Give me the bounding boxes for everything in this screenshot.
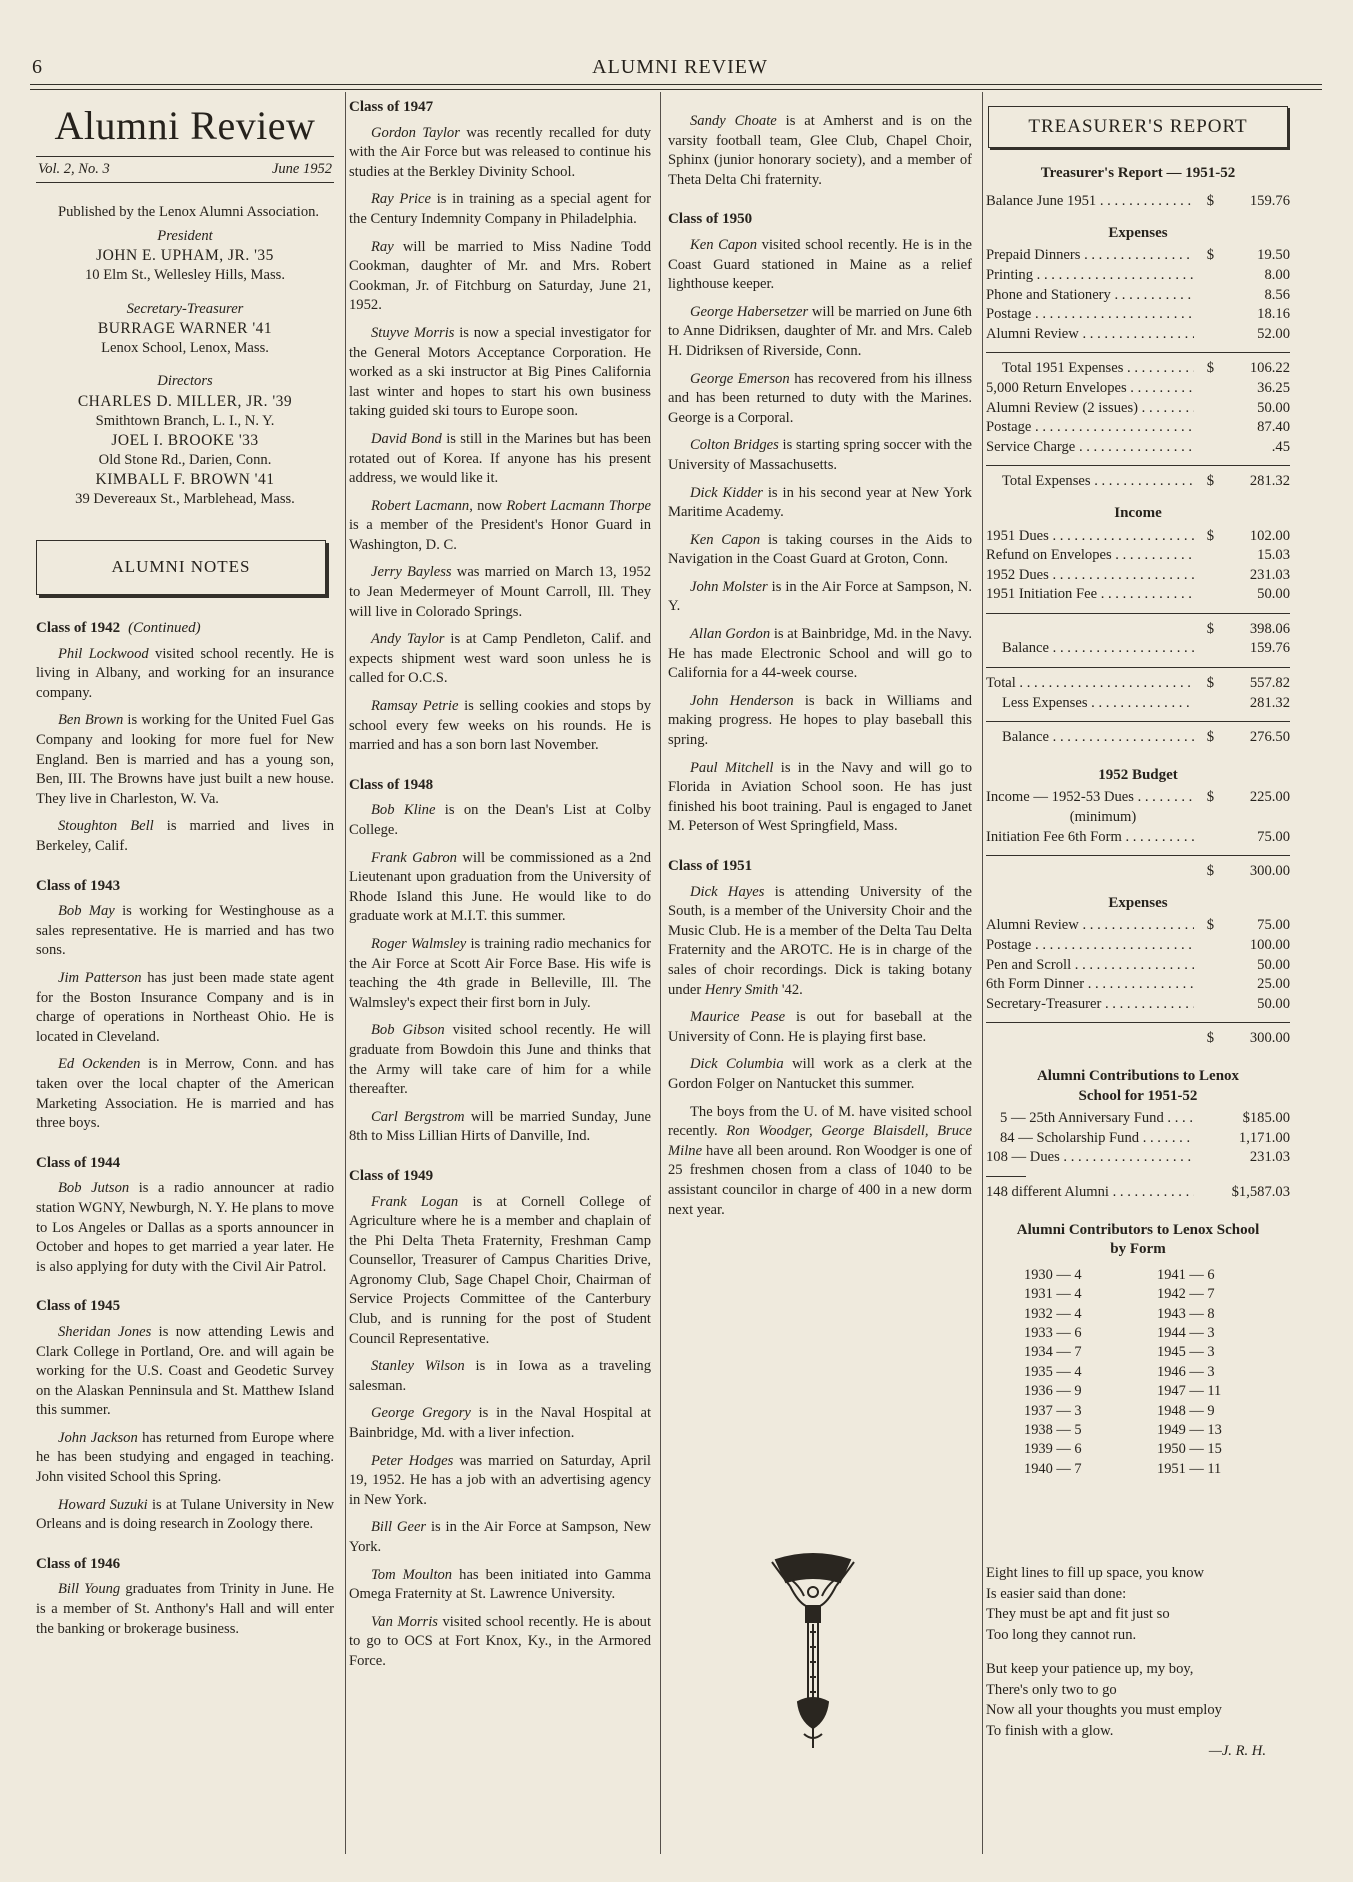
note-text: visited school recently. He is living in Albany, and working for an insurance company. (36, 645, 334, 701)
note-text: is a member of the President's Honor Guard in Washington, D. C. (349, 517, 651, 553)
alumnus-name: Roger Walmsley (371, 935, 467, 952)
alumnus-name: Robert Lacmann Thorpe (506, 497, 651, 514)
ledger-line: Balance June 1951 . . . $ 159.76 (986, 192, 1290, 212)
note-paragraph (668, 1055, 972, 1094)
alumnus-name: Phil Lockwood (58, 645, 149, 662)
director-address: 39 Devereaux St., Marblehead, Mass. (75, 490, 295, 507)
president-address: 10 Elm St., Wellesley Hills, Mass. (84, 266, 286, 283)
ledger-line: 1951 Initiation Fee . . . 50.00 (986, 585, 1290, 605)
note-text: was recently recalled for duty with the Air Force but was released to continue his studies at the Berkley Divinity School. (349, 124, 651, 180)
art-deco-ornament-icon (768, 1552, 858, 1750)
class-heading: Class of 1946 (36, 1555, 121, 1572)
alumnus-name: Allan Gordon (690, 626, 771, 643)
note-text: visited school recently. He will graduate from Bowdoin this June and thinks that the Army will take care of him for a while thereafter. (349, 1022, 651, 1098)
ledger-line: Prepaid Dinners . . . $ 19.50 (986, 246, 1290, 266)
class-heading (36, 619, 334, 639)
director-name: CHARLES D. MILLER, JR. '39 (77, 392, 293, 410)
ledger-line: Total 1951 Expenses . . . $ 106.22 (986, 359, 1290, 379)
alumnus-name: John Jackson (58, 1429, 138, 1446)
form-count: 1947 — 11 (1157, 1383, 1222, 1400)
note-text: will work as a clerk at the Gordon Folger on Nantucket this summer. (668, 1056, 972, 1092)
alumnus-name: John Molster (690, 578, 768, 595)
class-heading: Class of 1949 (349, 1167, 434, 1184)
note-text: is working for the United Fuel Gas Company and looking for more fuel for New England. Ben is married and has a young son, Ben, III. The Browns have just built a new house. They live in Charleston, W. Va. (36, 712, 335, 807)
published-by: Published by the Lenox Alumni Association. (58, 204, 320, 221)
alumnus-name: Ben Brown (58, 712, 124, 729)
ledger-line: Income — 1952-53 Dues . . . $ 225.00 (986, 788, 1290, 808)
director-name: KIMBALL F. BROWN '41 (95, 471, 275, 489)
president-label: President (157, 227, 213, 244)
alumnus-name: David Bond (371, 430, 442, 447)
note-text: is now attending Lewis and Clark College in Portland, Ore. and will again be working for the U.S. Coast and Geodetic Survey on the Alaskan Penninsula and St. Matthew Island this summer. (36, 1323, 335, 1419)
ledger-line: Total . . . $ 557.82 (986, 674, 1290, 694)
note-text: is selling cookies and stops by school every few weeks on his rounds. He is married and has a son born last November. (349, 698, 651, 754)
class-heading: Class of 1943 (36, 877, 121, 894)
form-count: 1943 — 8 (1157, 1305, 1215, 1322)
form-count: 1936 — 9 (1024, 1383, 1082, 1400)
total-rule (986, 613, 1290, 614)
alumnus-name: Bill Young (58, 1581, 121, 1598)
note-text: '42. (778, 981, 803, 998)
alumnus-name: Van Morris (371, 1613, 438, 1630)
total-rule (986, 465, 1290, 466)
note-text: is in his second year at New York Maritime Academy. (668, 484, 972, 521)
form-count: 1951 — 11 (1157, 1460, 1222, 1477)
alumnus-name: Ed Ockenden (58, 1056, 141, 1073)
by-form-list (1024, 1266, 1290, 1479)
note-text: has returned from Europe where he has been studying and engaged in teaching. John visited School this Spring. (36, 1429, 334, 1486)
alumnus-name: Ron Woodger, George Blaisdell, Bruce Milne (668, 1123, 972, 1159)
alumnus-name: Frank Gabron (371, 849, 457, 866)
director-address: Smithtown Branch, L. I., N. Y. (95, 412, 275, 429)
note-text: is in Merrow, Conn. and has taken over the local chapter of the American Marketing Association. He is married and has three boys. (36, 1056, 334, 1132)
note-text: is in training as a special agent for the Century Indemnity Company in Philadelphia. (349, 191, 651, 227)
note-text: , now (469, 497, 507, 514)
note-text: have all been around. Ron Woodger is one of 25 freshmen chosen from a class of 1040 to be assistant councilor in charge of 400 in a new dorm next year. (668, 1142, 972, 1218)
note-text: is at Camp Pendleton, Calif. and expects shipment west ward soon unless he is called for O.C.S. (349, 631, 651, 687)
alumnus-name: Ken Capon (690, 236, 758, 253)
total-rule (986, 667, 1290, 668)
class-heading: Class of 1944 (36, 1154, 121, 1171)
note-text: is at Amherst and is on the varsity football team, Glee Club, Chapel Choir, Sphinx (junior honorary society), and a member of Theta Delta Chi fraternity. (668, 113, 972, 188)
ledger-line: Postage . . . 18.16 (986, 305, 1290, 325)
contributions-heading: Alumni Contributions to Lenox School for 1951-52 (1036, 1067, 1240, 1104)
note-paragraph (668, 236, 972, 295)
alumnus-name: George Habersetzer (690, 303, 809, 320)
alumnus-name: Dick Columbia (690, 1056, 784, 1073)
ledger-line: 5,000 Return Envelopes . . . 36.25 (986, 379, 1290, 399)
poem-line: To finish with a glow. (986, 1722, 1114, 1739)
form-count: 1939 — 6 (1024, 1441, 1082, 1458)
alumnus-name: Bob Kline (371, 802, 436, 819)
report-title: Treasurer's Report — 1951-52 (1040, 164, 1236, 181)
note-text: is at Bainbridge, Md. in the Navy. He has made Electronic School and will go to California for a 44-week course. (668, 626, 972, 682)
ledger-line: Total Expenses . . . $ 281.32 (986, 472, 1290, 492)
ledger-line: Phone and Stationery . . . 8.56 (986, 286, 1290, 306)
note-text: visited school recently. He is about to go to OCS at Fort Knox, Ky., in the Armored Force. (349, 1613, 651, 1669)
ledger-line: Balance . . . $ 276.50 (986, 728, 1290, 748)
form-count: 1950 — 15 (1157, 1441, 1222, 1458)
note-paragraph (668, 531, 972, 570)
note-paragraph (349, 935, 651, 1013)
note-text: is in the Naval Hospital at Bainbridge, Md. with a liver infection. (349, 1405, 652, 1442)
total-rule (986, 1022, 1290, 1023)
note-text: has been initiated into Gamma Omega Fraternity at St. Lawrence University. (349, 1566, 652, 1603)
ledger-line: Printing . . . 8.00 (986, 266, 1290, 286)
volume-number: Vol. 2, No. 3 (38, 160, 110, 177)
poem-line: They must be apt and fit just so (986, 1606, 1170, 1623)
class-heading: Class of 1950 (668, 211, 753, 228)
ledger-line: Alumni Review (2 issues) . . . 50.00 (986, 399, 1290, 419)
alumnus-name: Dick Hayes (690, 883, 765, 900)
poem-line: But keep your patience up, my boy, (986, 1661, 1194, 1678)
alumnus-name: Frank Logan (371, 1193, 459, 1210)
alumnus-name: Peter Hodges (371, 1452, 454, 1469)
note-text: is starting spring soccer with the University of Massachusetts. (668, 437, 972, 473)
by-form-heading: Alumni Contributors to Lenox School by Form (1016, 1221, 1260, 1258)
note-paragraph (349, 1566, 651, 1605)
alumnus-name: Jerry Bayless (371, 564, 452, 581)
form-count: 1938 — 5 (1024, 1421, 1082, 1438)
note-paragraph (668, 692, 972, 751)
note-text: is in the Navy and will go to Florida in Aviation School soon. He has just finished his boot training. Paul is engaged to Janet M. Peterson of West Springfield, Mass. (668, 759, 972, 835)
ledger-line: Less Expenses . . . 281.32 (986, 694, 1290, 714)
note-paragraph (349, 697, 651, 756)
note-text: is taking courses in the Aids to Navigation in the Coast Guard at Groton, Conn. (668, 531, 972, 568)
note-text: is on the Dean's List at Colby College. (349, 802, 651, 838)
total-rule (986, 1176, 1026, 1177)
note-paragraph (349, 1613, 651, 1672)
ledger-line: Initiation Fee 6th Form . . . 75.00 (986, 828, 1290, 848)
poem-line: There's only two to go (986, 1681, 1117, 1698)
alumnus-name: Gordon Taylor (371, 124, 460, 141)
alumnus-name: Stoughton Bell (58, 818, 154, 835)
alumnus-name: Tom Moulton (371, 1566, 453, 1583)
note-text: will be married on June 6th to Anne Didriksen, daughter of Mr. and Mrs. Caleb H. Didriksen of Riverside, Conn. (668, 303, 972, 359)
secretary-name: BURRAGE WARNER '41 (97, 320, 273, 338)
form-count: 1944 — 3 (1157, 1324, 1215, 1341)
note-paragraph (668, 436, 972, 475)
note-text: is now a special investigator for the General Motors Acceptance Corporation. He worked as a ski instructor at Big Pines California last winter and hopes to start his own business taking guided ski tours to Europe soon. (349, 324, 652, 420)
note-paragraph (668, 370, 972, 429)
poem-stanza (986, 1563, 1290, 1645)
form-count: 1946 — 3 (1157, 1363, 1215, 1380)
note-paragraph (668, 303, 972, 362)
alumnus-name: Robert Lacmann (371, 497, 470, 514)
ledger-sum: $ 300.00 (1206, 1030, 1290, 1047)
note-paragraph (349, 1357, 651, 1396)
note-text: is out for baseball at the University of Conn. He is playing first base. (668, 1009, 973, 1045)
form-count: 1948 — 9 (1157, 1402, 1215, 1419)
class-heading: Class of 1947 (349, 99, 434, 115)
poem-stanza (986, 1659, 1290, 1741)
note-paragraph (349, 324, 651, 422)
note-paragraph (668, 759, 972, 837)
ledger-line: Service Charge . . . .45 (986, 438, 1290, 458)
poem-signature: —J. R. H. (1208, 1743, 1266, 1760)
ledger-line: Secretary-Treasurer . . . 50.00 (986, 995, 1290, 1015)
alumnus-name: Ray Price (371, 191, 432, 208)
form-count: 1940 — 7 (1024, 1460, 1082, 1477)
column-divider (982, 92, 983, 1854)
note-paragraph (668, 1008, 972, 1047)
note-paragraph (36, 1496, 334, 1535)
page-header (30, 56, 1330, 82)
column-divider (660, 92, 661, 1854)
note-text: will be married to Miss Nadine Todd Cookman, daughter of Mr. and Mrs. Robert Cookman, Jr. of Fitchburg on Saturday, June 21, 1952. (349, 238, 651, 314)
ledger-line: 108 — Dues . . . 231.03 (986, 1148, 1290, 1168)
alumnus-name: Paul Mitchell (690, 759, 774, 776)
ledger-line: Refund on Envelopes . . . 15.03 (986, 546, 1290, 566)
note-paragraph (349, 563, 651, 622)
ledger-line: Postage . . . 100.00 (986, 936, 1290, 956)
alumnus-name: Maurice Pease (690, 1009, 786, 1026)
alumnus-name: Colton Bridges (690, 437, 779, 454)
class-title: Class of 1942 (36, 620, 121, 637)
note-text: has just been made state agent for the Boston Insurance Company and is in charge of operations in Northeast Ohio. He is located in Cleveland. (36, 970, 334, 1045)
class-heading: Class of 1948 (349, 776, 434, 793)
note-text: visited school recently. He is in the Coast Guard stationed in Maine as a relief lighthouse keeper. (668, 236, 972, 293)
running-title: ALUMNI REVIEW (592, 56, 768, 78)
ledger-sum: $ 398.06 (1206, 620, 1290, 637)
poem-line: Eight lines to fill up space, you know (986, 1565, 1205, 1582)
note-paragraph (668, 625, 972, 684)
director-address: Old Stone Rd., Darien, Conn. (98, 451, 272, 468)
issue-date: June 1952 (272, 160, 332, 177)
note-text: is working for Westinghouse as a sales representative. He is married and has two sons. (36, 903, 334, 959)
alumnus-name: Ray (371, 238, 394, 255)
ledger-line: Balance . . . 159.76 (986, 639, 1290, 659)
note-paragraph (668, 578, 972, 617)
form-count: 1942 — 7 (1157, 1286, 1215, 1303)
note-paragraph (349, 1452, 651, 1511)
ledger-line: 84 — Scholarship Fund . . . 1,171.00 (986, 1129, 1290, 1149)
note-text: is married and lives in Berkeley, Calif. (36, 818, 335, 855)
note-text: is training radio mechanics for the Air Force at Scott Air Force Base. His wife is teaching the 4th grade in Belleville, Ill. The Walmsley's expect their first born in July. (349, 935, 651, 1011)
ledger-line: Alumni Review . . . $ 75.00 (986, 916, 1290, 936)
ledger-line: 1951 Dues . . . $ 102.00 (986, 527, 1290, 547)
note-paragraph (349, 1518, 651, 1557)
form-count: 1941 — 6 (1157, 1266, 1215, 1283)
continued-label: (Continued) (128, 620, 201, 637)
note-paragraph (349, 849, 651, 927)
form-count: 1945 — 3 (1157, 1344, 1215, 1361)
note-paragraph (349, 801, 651, 840)
class-heading: Class of 1945 (36, 1298, 121, 1315)
alumnus-name: George Emerson (690, 370, 790, 387)
page-number: 6 (32, 56, 42, 78)
ledger-line: Alumni Review . . . 52.00 (986, 325, 1290, 345)
poem-line: Is easier said than done: (986, 1585, 1127, 1602)
note-paragraph (349, 630, 651, 689)
note-text: is at Cornell College of Agriculture where he is a member and chaplain of the Phi Delta Theta Fraternity, Freshman Camp Counsellor, Treasurer of Campus Charities Drive, Agronomy Club, Sage Chapel Choir, Chairman of Service Projects Committee of the Canterbury Club, and is running for the post of Student Council Representative. (349, 1193, 651, 1347)
form-count: 1949 — 13 (1157, 1421, 1222, 1438)
alumnus-name: Sandy Choate (690, 113, 777, 129)
treasurer-column (986, 100, 1290, 1762)
note-paragraph (349, 430, 651, 489)
ledger-line: 148 different Alumni . . . $1,587.03 (986, 1183, 1290, 1203)
note-paragraph (36, 1055, 334, 1133)
note-paragraph (349, 238, 651, 316)
poem (986, 1563, 1290, 1762)
alumnus-name: Stanley Wilson (371, 1358, 465, 1375)
alumnus-name: Bob Gibson (371, 1022, 445, 1039)
alumnus-name: Henry Smith (704, 981, 779, 998)
section-heading: Income (1114, 504, 1162, 521)
note-paragraph (36, 645, 334, 704)
note-text: was married on March 13, 1952 to Jean Medermeyer of Mount Carroll, Ill. They will live in Colorado Springs. (349, 564, 651, 620)
form-count: 1931 — 4 (1024, 1286, 1082, 1303)
alumnus-name: Jim Patterson (58, 970, 142, 986)
ledger-line: 1952 Dues . . . 231.03 (986, 566, 1290, 586)
class-heading: Class of 1951 (668, 858, 753, 874)
note-paragraph (349, 1021, 651, 1099)
alumnus-name: George Gregory (371, 1405, 471, 1422)
header-rule (30, 84, 1322, 85)
note-paragraph (36, 1323, 334, 1421)
directors-label: Directors (157, 373, 213, 390)
note-text: is at Tulane University in New Orleans and is doing research in Zoology there. (36, 1496, 334, 1533)
column-3 (668, 112, 972, 1228)
note-text: is back in Williams and making progress. He hopes to play baseball this spring. (668, 692, 972, 749)
column-1 (36, 100, 334, 1647)
note-paragraph (36, 817, 334, 856)
form-count: 1937 — 3 (1024, 1402, 1082, 1419)
note-paragraph (349, 190, 651, 229)
total-rule (986, 855, 1290, 856)
alumni-notes-heading: ALUMNI NOTES (36, 540, 326, 596)
secretary-label: Secretary-Treasurer (126, 300, 244, 317)
note-paragraph (349, 1193, 651, 1350)
column-divider (345, 92, 346, 1854)
poem-line: Too long they cannot run. (986, 1626, 1137, 1643)
alumnus-name: Carl Bergstrom (371, 1108, 465, 1125)
form-count: 1934 — 7 (1024, 1344, 1082, 1361)
note-paragraph (36, 1429, 334, 1488)
alumnus-name: Sheridan Jones (58, 1323, 152, 1340)
note-text: is a radio announcer at radio station WGNY, Newburgh, N. Y. He plans to move to Los Angeles or Dallas as a sports announcer in October and hopes to get married a year later. He is also applying for duty with the Civil Air Patrol. (36, 1180, 334, 1275)
alumnus-name: Bob May (58, 903, 115, 920)
alumnus-name: Andy Taylor (371, 631, 445, 648)
note-text: is in the Air Force at Sampson, N. Y. (668, 578, 972, 615)
note-text: has recovered from his illness and has been returned to duty with the Marines. George is a Corporal. (668, 370, 972, 426)
note-paragraph (349, 1108, 651, 1147)
alumnus-name: Ken Capon (690, 531, 761, 548)
column-2 (349, 98, 651, 1680)
ledger-line: 6th Form Dinner . . . 25.00 (986, 975, 1290, 995)
treasurer-box-title: TREASURER'S REPORT (988, 106, 1288, 148)
note-paragraph (668, 484, 972, 523)
note-paragraph (349, 497, 651, 556)
section-heading: Expenses (1108, 224, 1168, 241)
volume-row (36, 156, 334, 184)
note-text: will be commissioned as a 2nd Lieutenant upon graduation from the University of Rhode Island this June. He would like to do graduate work at M.I.T. this summer. (349, 849, 651, 925)
form-count: 1935 — 4 (1024, 1363, 1082, 1380)
note-paragraph (36, 1179, 334, 1277)
alumnus-name: Bob Jutson (58, 1180, 130, 1197)
note-paragraph (349, 1404, 651, 1443)
poem-line: Now all your thoughts you must employ (986, 1702, 1222, 1719)
alumnus-name: John Henderson (690, 692, 794, 709)
section-heading: Expenses (1108, 894, 1168, 911)
alumnus-name: Ramsay Petrie (371, 698, 459, 715)
alumnus-name: Dick Kidder (690, 484, 763, 501)
ledger-line: Postage . . . 87.40 (986, 418, 1290, 438)
note-paragraph (36, 902, 334, 961)
minimum-note: (minimum) (1069, 809, 1137, 826)
note-paragraph (349, 124, 651, 183)
note-paragraph (36, 969, 334, 1047)
masthead-title: Alumni Review (54, 103, 316, 148)
note-paragraph (668, 1103, 972, 1221)
note-text: is in the Air Force at Sampson, New York. (349, 1519, 651, 1555)
note-text: is in Iowa as a traveling salesman. (349, 1358, 651, 1394)
alumnus-name: Bill Geer (371, 1519, 427, 1536)
ledger-sum: $ 300.00 (1206, 863, 1290, 880)
note-paragraph (36, 711, 334, 809)
note-paragraph (668, 112, 972, 190)
note-text: was married on Saturday, April 19, 1952. He has a job with an advertising agency in New York. (349, 1452, 651, 1508)
total-rule (986, 352, 1290, 353)
note-text: The boys from the U. of M. have visited school recently. (668, 1103, 972, 1140)
note-text: is still in the Marines but has been rotated out of Korea. If anyone has his present address, we would like it. (349, 430, 651, 487)
alumnus-name: Stuyve Morris (371, 324, 455, 341)
budget-heading: 1952 Budget (1098, 766, 1178, 783)
alumnus-name: Howard Suzuki (58, 1496, 148, 1513)
header-rule-thin (30, 89, 1322, 90)
form-count: 1932 — 4 (1024, 1305, 1082, 1322)
note-text: will be married Sunday, June 8th to Miss Lillian Hirts of Danville, Ind. (349, 1108, 651, 1145)
ledger-line: Pen and Scroll . . . 50.00 (986, 956, 1290, 976)
form-count: 1933 — 6 (1024, 1324, 1082, 1341)
note-text: is attending University of the South, is a member of the University Choir and the Music Club. He is a member of the Delta Tau Delta Fraternity and the AROTC. He is in charge of the sales of choir recordings. Dick is taking botany under (668, 883, 972, 998)
note-text: graduates from Trinity in June. He is a member of St. Anthony's Hall and will enter the banking or brokerage business. (36, 1581, 334, 1637)
director-name: JOEL I. BROOKE '33 (111, 432, 259, 450)
total-rule (986, 721, 1290, 722)
note-paragraph (668, 883, 972, 1001)
president-name: JOHN E. UPHAM, JR. '35 (96, 247, 274, 265)
ledger-line: 5 — 25th Anniversary Fund . . . $185.00 (986, 1109, 1290, 1129)
secretary-address: Lenox School, Lenox, Mass. (101, 339, 269, 356)
note-paragraph (36, 1580, 334, 1639)
form-count: 1930 — 4 (1024, 1266, 1082, 1283)
